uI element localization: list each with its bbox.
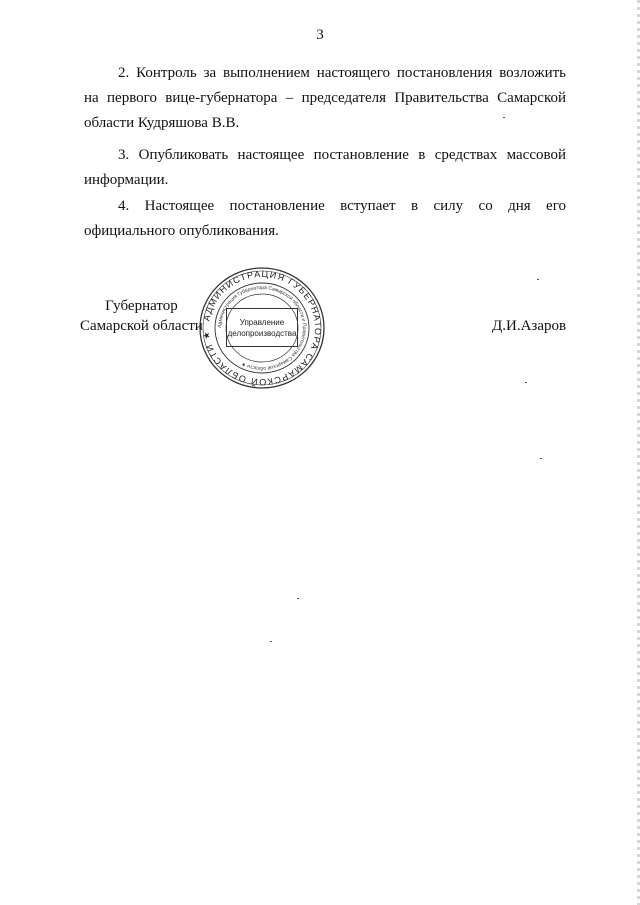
paragraph-3-line-1: 3. Опубликовать настоящее постановление в средствах массовой [118, 147, 566, 163]
paragraph-2-line-1: 2. Контроль за выполнением настоящего постановления возложить [118, 65, 566, 81]
scan-speck [525, 382, 527, 383]
stamp-center-line-2: делопроизводства [227, 328, 297, 338]
paragraph-3-line-2: информации. [84, 172, 169, 188]
signatory-title [80, 296, 203, 336]
signatory-name: Д.И.Азаров [492, 318, 567, 334]
signatory-title-line-1: Губернатор [105, 298, 178, 314]
scan-speck [540, 458, 542, 459]
paragraph-4-line-2: официального опубликования. [84, 223, 279, 239]
scan-speck [537, 279, 539, 280]
stamp-center-line-1: Управление [239, 317, 285, 327]
svg-text:АДМИНИСТРАЦИЯ ГУБЕРНАТОРА САМА: АДМИНИСТРАЦИЯ ГУБЕРНАТОРА САМАРСКОЙ ОБЛАСТИ ★ [200, 268, 324, 388]
scan-speck [297, 598, 299, 599]
svg-text:Администрация Губернатора Сама: Администрация Губернатора Самарской области и Правительства Самарской области ★ [216, 284, 308, 372]
official-stamp [196, 265, 328, 391]
signatory-title-line-2: Самарской области [80, 318, 203, 334]
paragraph-2-line-2: на первого вице-губернатора – председателя Правительства Самарской [84, 90, 566, 106]
page-number: 3 [316, 27, 324, 43]
stamp-center-box [226, 308, 298, 347]
paragraph-2-line-3: области Кудряшова В.В. [84, 115, 240, 131]
paragraph-4-line-1: 4. Настоящее постановление вступает в силу со дня его [118, 198, 566, 214]
scan-speck [270, 641, 272, 642]
scan-speck [503, 117, 505, 118]
